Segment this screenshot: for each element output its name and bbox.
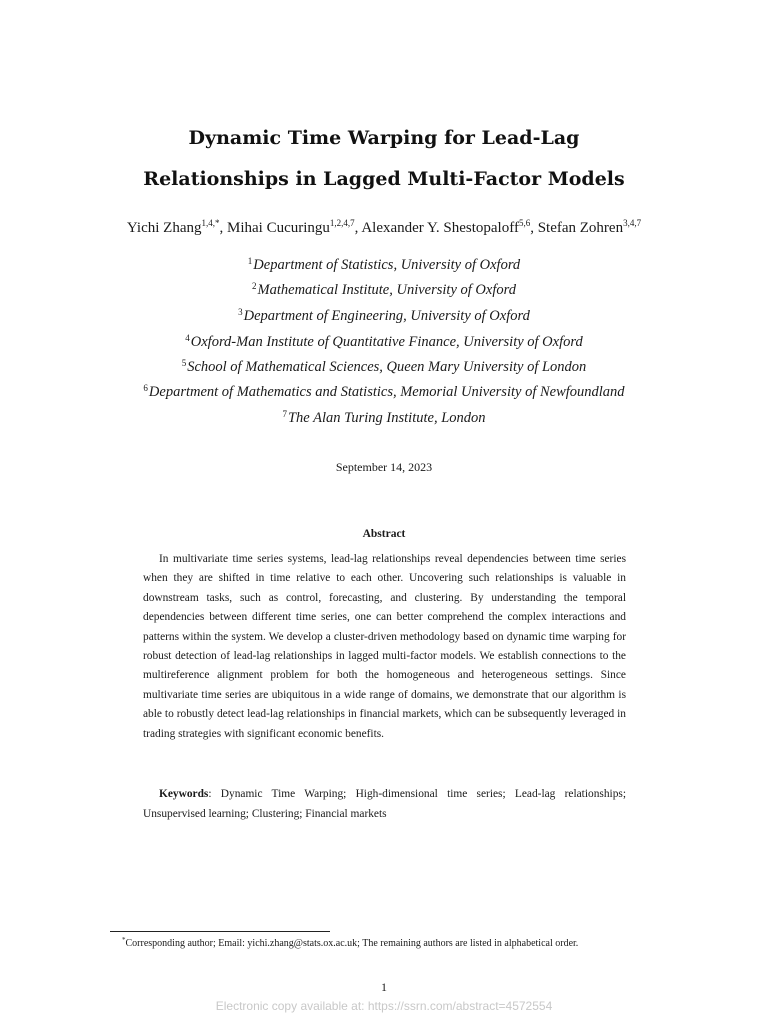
author-separator: , [354, 220, 362, 236]
footnote-divider [110, 931, 330, 932]
author-name: Stefan Zohren [537, 220, 624, 236]
affiliation-number: 7 [282, 409, 287, 419]
affiliation-text: Department of Statistics, University of Oxford [253, 257, 521, 273]
keywords-label: Keywords [159, 788, 209, 800]
affiliation-text: Department of Mathematics and Statistics, Memorial University of Newfoundland [148, 384, 625, 400]
affiliation-number: 6 [143, 383, 148, 393]
paper-title-line-2: Relationships in Lagged Multi-Factor Models [143, 168, 625, 190]
author-name: Mihai Cucuringu [226, 220, 330, 236]
affiliation-7 [0, 404, 768, 428]
paper-title-line-1: Dynamic Time Warping for Lead-Lag [188, 127, 580, 149]
author-affiliation-marks: 3,4,7 [623, 218, 642, 228]
ssrn-watermark: Electronic copy available at: https://ssrn.com/abstract=4572554 [215, 999, 553, 1013]
affiliation-number: 5 [181, 358, 187, 368]
affiliation-text: Oxford-Man Institute of Quantitative Finance, University of Oxford [190, 334, 583, 350]
affiliation-4 [0, 328, 768, 352]
affiliation-number: 3 [238, 307, 243, 317]
footnote [110, 934, 658, 950]
affiliation-2 [0, 276, 768, 300]
keywords [143, 785, 626, 824]
footnote-text: Corresponding author; Email: yichi.zhang@stats.ox.ac.uk; The remaining authors are listed in alphabetical order. [125, 938, 579, 949]
author-separator: , [530, 220, 538, 236]
author-affiliation-marks: 1,4,* [201, 218, 220, 228]
publication-date: September 14, 2023 [335, 460, 433, 474]
page-number: 1 [381, 980, 387, 994]
affiliation-6 [0, 378, 768, 402]
affiliation-text: The Alan Turing Institute, London [287, 410, 486, 426]
affiliation-text: Department of Engineering, University of Oxford [243, 308, 530, 324]
author-name: Yichi Zhang [126, 220, 202, 236]
footnote-marker: * [122, 936, 126, 944]
author-affiliation-marks: 5,6 [518, 218, 531, 228]
affiliation-1 [0, 251, 768, 275]
author-separator: , [219, 220, 227, 236]
affiliation-text: School of Mathematical Sciences, Queen Mary University of London [187, 359, 587, 375]
affiliation-number: 2 [252, 281, 257, 291]
affiliation-text: Mathematical Institute, University of Oxford [257, 282, 516, 298]
abstract-heading: Abstract [362, 528, 406, 540]
affiliation-3 [0, 302, 768, 326]
affiliation-number: 1 [247, 256, 253, 266]
affiliation-5 [0, 353, 768, 377]
abstract-body: In multivariate time series systems, lead-lag relationships reveal dependencies between time series when they are shifted in time relative to each other. Uncovering such relationships is valuable in downstream tasks, such as control, forecasting, and clustering. By understanding the temporal dependencies between different time series, one can better comprehend the complex interactions and patterns within the system. We develop a cluster-driven methodology based on dynamic time warping for robust detection of lead-lag relationships in lagged multi-factor models. We establish connections to the multireference alignment problem for both the homogeneous and heterogeneous settings. Since multivariate time series are ubiquitous in a wide range of domains, we demonstrate that our algorithm is able to robustly detect lead-lag relationships in financial markets, which can be subsequently leveraged in trading strategies with significant economic benefits. [143, 553, 626, 740]
keywords-text: : Dynamic Time Warping; High-dimensional time series; Lead-lag relationships; Unsupervised learning; Clustering; Financial markets [143, 788, 626, 820]
author-affiliation-marks: 1,2,4,7 [329, 218, 355, 228]
author-list [0, 212, 768, 239]
author-name: Alexander Y. Shestopaloff [361, 220, 519, 236]
affiliation-number: 4 [185, 333, 190, 343]
